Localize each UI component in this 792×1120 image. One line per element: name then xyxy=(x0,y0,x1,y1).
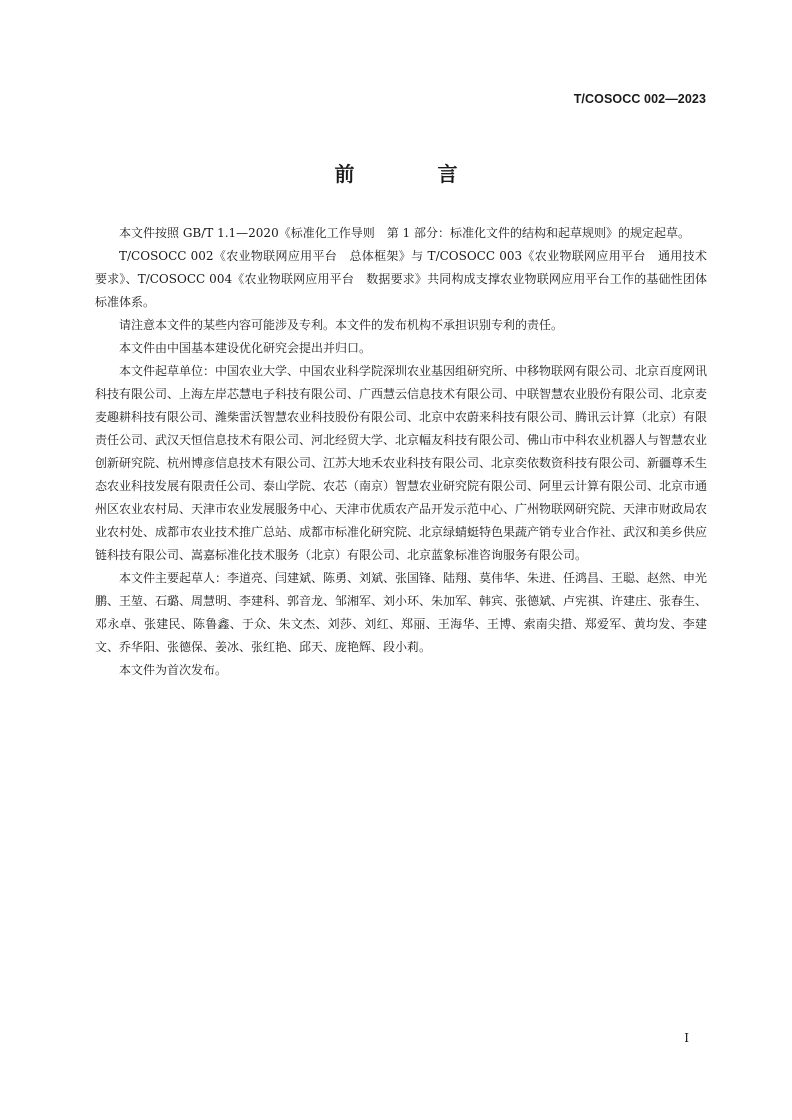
page-title: 前 言 xyxy=(334,162,496,186)
paragraph-first-release: 本文件为首次发布。 xyxy=(119,663,228,677)
foreword-body xyxy=(95,222,707,682)
standard-code: T/COSOCC 002—2023 xyxy=(573,92,706,106)
page-number: I xyxy=(684,1031,689,1045)
paragraph-proposer: 本文件由中国基本建设优化研究会提出并归口。 xyxy=(119,341,372,355)
paragraph-drafters: 本文件主要起草人：李道亮、闫建斌、陈勇、刘斌、张国锋、陆翔、莫伟华、朱进、任鸿昌、王聪、赵然、申光鹏、王堃、石璐、周慧明、李建科、郭音龙、邹湘军、刘小环、朱加军、韩宾、张德斌、卢宪祺、许建庄、张春生、邓永卓、张建民、陈鲁鑫、于众、朱文杰、刘莎、刘红、郑丽、王海华、王博、索南尖措、郑爱军、黄均发、李建文、乔华阳、张德保、姜冰、张红艳、邱天、庞艳辉、段小莉。 xyxy=(95,571,708,654)
paragraph-drafting-basis: 本文件按照 GB/T 1.1—2020《标准化工作导则 第 1 部分：标准化文件的结构和起草规则》的规定起草。 xyxy=(119,226,690,240)
paragraph-patent-notice: 请注意本文件的某些内容可能涉及专利。本文件的发布机构不承担识别专利的责任。 xyxy=(119,318,564,332)
paragraph-drafting-units: 本文件起草单位：中国农业大学、中国农业科学院深圳农业基因组研究所、中移物联网有限公司、北京百度网讯科技有限公司、上海左岸芯慧电子科技有限公司、广西慧云信息技术有限公司、中联智慧农业股份有限公司、北京麦麦趣耕科技有限公司、潍柴雷沃智慧农业科技股份有限公司、北京中农蔚来科技有限公司、腾讯云计算（北京）有限责任公司、武汉天恒信息技术有限公司、河北经贸大学、北京幅友科技有限公司、佛山市中科农业机器人与智慧农业创新研究院、杭州博彦信息技术有限公司、江苏大地禾农业科技有限公司、北京奕依数资科技有限公司、新疆尊禾生态农业科技发展有限责任公司、泰山学院、农芯（南京）智慧农业研究院有限公司、阿里云计算有限公司、北京市通州区农业农村局、天津市农业发展服务中心、天津市优质农产品开发示范中心、广州物联网研究院、天津市财政局农业农村处、成都市农业技术推广总站、成都市标准化研究院、北京绿蜻蜓特色果蔬产销专业合作社、武汉和美乡供应链科技有限公司、嵩嘉标准化技术服务（北京）有限公司、北京蓝象标准咨询服务有限公司。 xyxy=(95,364,708,562)
paragraph-standard-system: T/COSOCC 002《农业物联网应用平台 总体框架》与 T/COSOCC 003《农业物联网应用平台 通用技术要求》、T/COSOCC 004《农业物联网应用平台 数据要求》共同构成支撑农业物联网应用平台工作的基础性团体标准体系。 xyxy=(95,249,707,309)
